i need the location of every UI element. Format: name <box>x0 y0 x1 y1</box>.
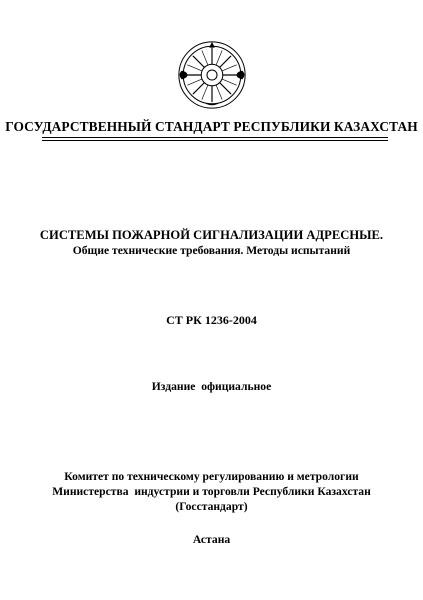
document-subtitle: Общие технические требования. Методы испытаний <box>72 244 351 257</box>
publisher-line-1: Комитет по техническому регулированию и метрологии <box>64 470 359 483</box>
state-emblem-icon <box>176 39 248 111</box>
header-rule-top <box>42 137 388 138</box>
document-code: СТ РК 1236-2004 <box>166 313 257 327</box>
document-title: СИСТЕМЫ ПОЖАРНОЙ СИГНАЛИЗАЦИИ АДРЕСНЫЕ. <box>39 228 384 242</box>
publisher-line-3: (Госстандарт) <box>175 500 248 513</box>
header-title: ГОСУДАРСТВЕННЫЙ СТАНДАРТ РЕСПУБЛИКИ КАЗАХСТАН <box>5 119 418 134</box>
edition-label: Издание официальное <box>151 380 272 393</box>
publisher-line-2: Министерства индустрии и торговли Республики Казахстан <box>52 485 371 498</box>
publication-city: Астана <box>192 533 231 546</box>
header-rule-bottom <box>42 140 388 141</box>
